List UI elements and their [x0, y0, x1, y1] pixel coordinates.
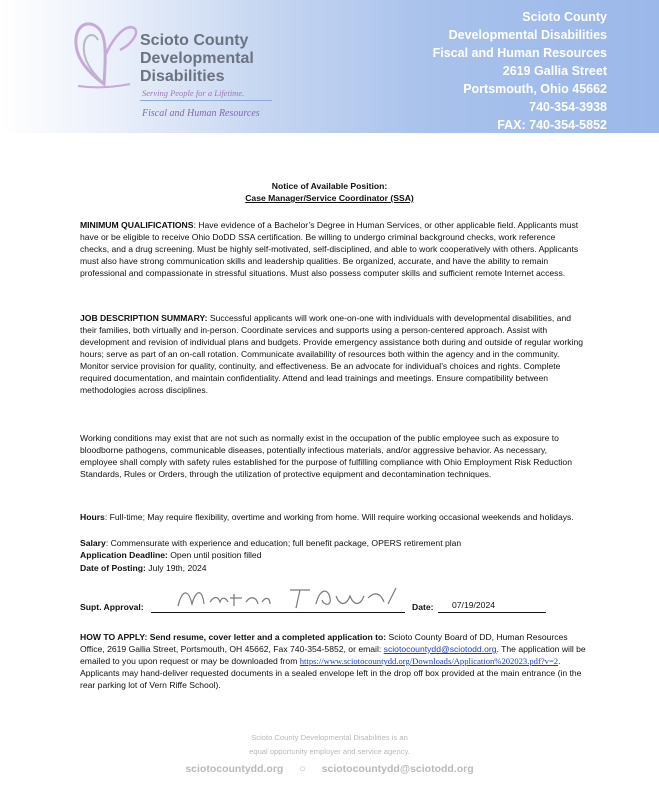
notice-title: Notice of Available Position: [271, 181, 388, 191]
approval-label: Supt. Approval: [80, 602, 144, 612]
minimum-qualifications [80, 219, 586, 279]
section-label: JOB DESCRIPTION SUMMARY: [80, 313, 208, 323]
position-title [0, 193, 659, 203]
section-label: HOW TO APPLY: Send resume, cover letter and a completed application to: [80, 632, 387, 642]
approval-date: 07/19/2024 [452, 600, 496, 610]
footer-separator-icon: ○ [299, 763, 306, 775]
address-line: 2619 Gallia Street [502, 64, 607, 78]
deadline-section [80, 549, 586, 561]
position-title-text: Case Manager/Service Coordinator (SSA) [245, 193, 414, 203]
section-label: Hours [80, 512, 105, 522]
signature-line [151, 612, 405, 613]
how-to-apply [80, 631, 586, 691]
footer-email-link[interactable]: sciotocountydd@sciotodd.org [321, 763, 474, 775]
job-description-summary [80, 312, 586, 396]
footer-contact [0, 763, 659, 775]
org-name-line1: Scioto County [140, 32, 249, 49]
address-line: Scioto County [522, 10, 607, 24]
application-download-link[interactable]: https://www.sciotocountydd.org/Downloads/Application%202023.pdf?v=2 [299, 656, 559, 666]
section-label: Application Deadline: [80, 550, 168, 560]
footer-eeo-line1: Scioto County Developmental Disabilities is an [251, 733, 408, 742]
section-label: Date of Posting: [80, 563, 146, 573]
org-name-line2: Developmental [140, 50, 254, 67]
section-text: : Have evidence of a Bachelor’s Degree in Human Services, or other applicable field. Applicants must have or be eligible to receive Ohio DoDD SSA certification. Be willing to undergo criminal background checks, work reference checks, and a drug screening. Must be highly self-motivated, self-disciplined, and able to work cooperatively with others. Applicants must also have strong communication skills and leadership qualities. Be organized, accurate, and have the ability to remain professional and compassionate in stressful situations. Must also possess computer skills and sufficient remote Internet access. [80, 220, 579, 278]
section-label: Salary [80, 538, 106, 548]
phone-line: 740-354-3938 [529, 100, 607, 114]
hours-section [80, 511, 586, 523]
section-label: MINIMUM QUALIFICATIONS [80, 220, 194, 230]
section-text: . The application will be emailed to you upon request or may be downloaded from [80, 644, 586, 666]
date-line [438, 612, 546, 613]
tagline-divider [140, 100, 272, 101]
address-line: Developmental Disabilities [448, 28, 607, 42]
section-text: July 19th, 2024 [145, 563, 207, 573]
handwritten-signature [170, 584, 400, 612]
address-block [433, 8, 607, 134]
letterhead-banner [0, 0, 659, 133]
address-line: Fiscal and Human Resources [432, 46, 607, 60]
section-text: Successful applicants will work one-on-one with individuals with developmental disabilities, and their families, both virtually and in-person. Coordinate services and supports using a person-centered approach. Assist with development and revision of individual plans and budgets. Provide emergency assistance both during and outside of regular working hours; serve as part of an on-call rotation. Communicate availability of resources both within the agency and in the community. Monitor service provision for quality, continuity, and effectiveness. Be an advocate for individual’s choices and rights. Complete required documentation, and maintain confidentiality. Attend and lead trainings and meetings. Ensure compatibility between methodologies across disciplines. [80, 313, 584, 395]
org-tagline: Serving People for a Lifetime. [142, 88, 245, 98]
footer-website-link[interactable]: sciotocountydd.org [185, 763, 284, 775]
email-link[interactable]: sciotocountydd@sciotodd.org [383, 644, 497, 654]
section-text: : Commensurate with experience and education; full benefit package, OPERS retirement plan [105, 538, 462, 548]
org-name-line3: Disabilities [140, 68, 225, 85]
date-label: Date: [412, 602, 434, 612]
working-conditions: Working conditions may exist that are not such as normally exist in the occupation of the public employee such as exposure to bloodborne pathogens, communicable diseases, potentially infectious materials, and/or aggressive behavior. As necessary, employee shall comply with safety rules established for the purpose of fulfilling compliance with Ohio Employment Risk Reduction Standards, Rules or Orders, through the utilization of protective equipment and decontamination techniques. [80, 433, 572, 479]
department-script: Fiscal and Human Resources [142, 108, 260, 119]
section-text: . Applicants may hand-deliver requested documents in a sealed envelope left in the drop off box provided at the main entrance (in the rear parking lot of Vern Riffe School). [80, 656, 582, 690]
section-text: : Full-time; May require flexibility, overtime and working from home. Will require working occasional weekends and holidays. [104, 512, 574, 522]
address-line: Portsmouth, Ohio 45662 [463, 82, 607, 96]
salary-section [80, 537, 586, 549]
section-text: Open until position filled [167, 550, 262, 560]
section-text: Scioto County Board of DD, Human Resources Office, 2619 Gallia Street, Portsmouth, OH 45662, Fax 740-354-5852, or email: [80, 632, 568, 654]
butterfly-logo-icon [70, 14, 140, 92]
posting-date-section [80, 562, 586, 574]
footer-eeo-line2: equal opportunity employer and service agency. [249, 747, 410, 756]
fax-line: FAX: 740-354-5852 [497, 118, 607, 132]
